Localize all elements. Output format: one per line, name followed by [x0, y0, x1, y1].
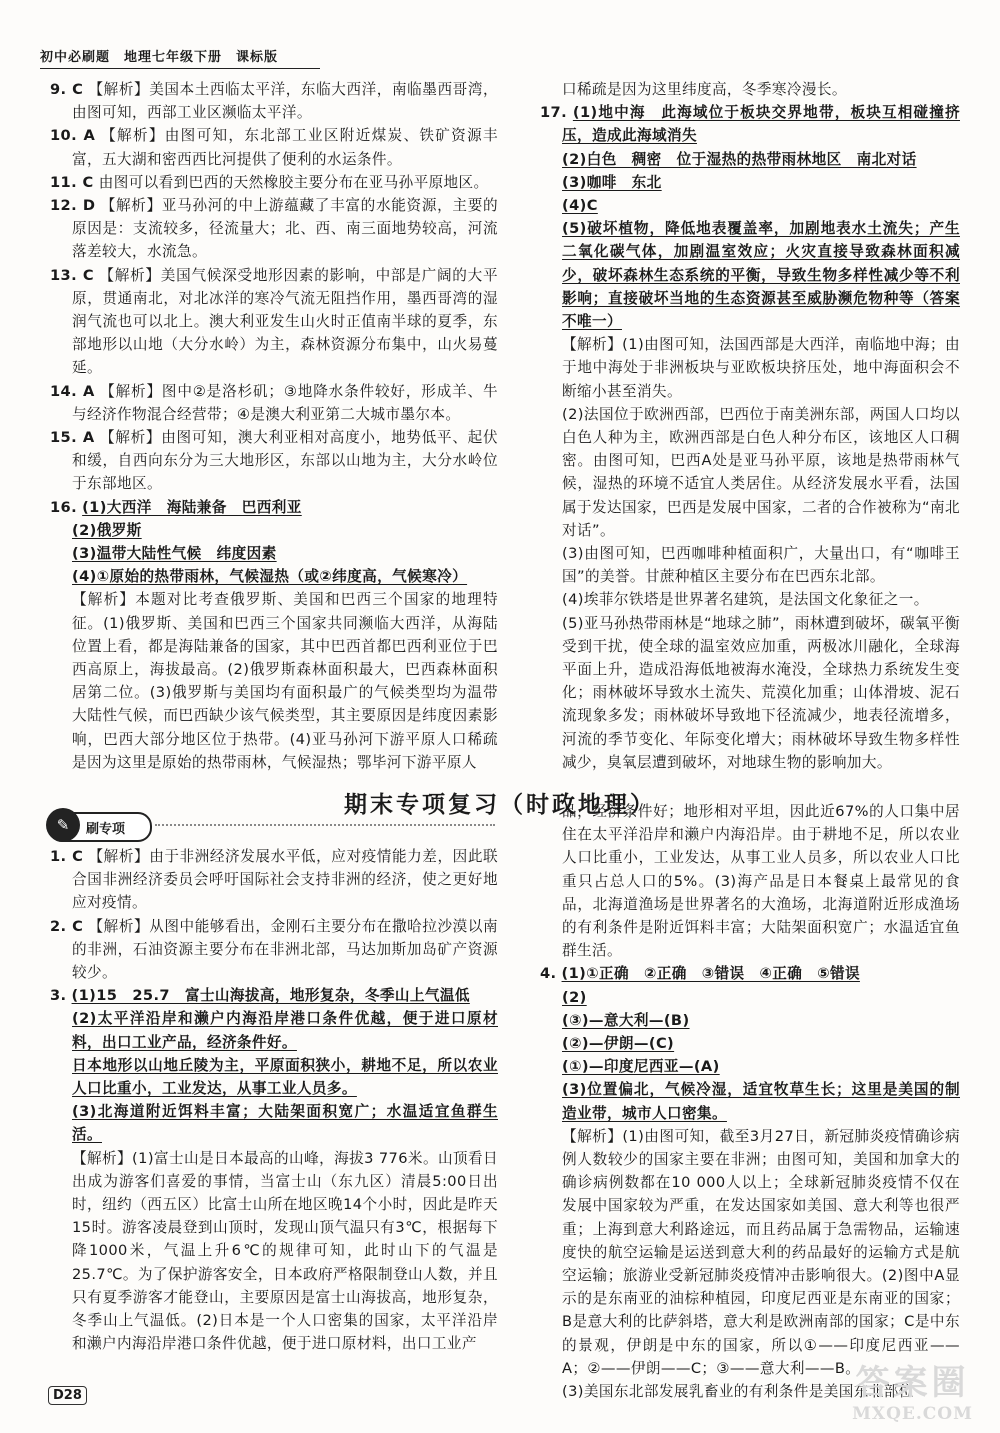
answer-line-row: [540, 217, 960, 333]
answer-item: [50, 124, 498, 170]
answer-line-row: [50, 519, 498, 542]
answer-item: [50, 426, 498, 496]
answer-item: [50, 78, 498, 124]
tag-label: 刷专项: [86, 822, 126, 837]
item-number: 10. A: [50, 127, 96, 145]
answer-line: (3)温带大陆性气候 纬度因素: [72, 545, 277, 563]
watermark-line: 答案圈: [855, 1363, 970, 1403]
item-number: 3.: [50, 987, 67, 1005]
answer-line-row: [540, 171, 960, 194]
analysis-text: 【解析】(1)富士山是日本最高的山峰，海拔3 776米。山顶看日出成为游客们喜爱的事情，当富士山（东九区）清晨5:00日出时，纽约（西五区）比富士山所在地区晚14个小时，因此是昨天15时。游客凌晨登到山顶时，发现山顶气温只有3℃，根据每下降1000米，气温上升6℃的规律可知，此时山下的气温是25.7℃。为了保护游客安全，日本政府严格限制登山人数，并且只有夏季游客才能登山，主要原因是富士山海拔高，地形复杂，冬季山上气温低。(2)日本是一个人口密集的国家，太平洋沿岸和濑户内海沿岸港口条件优越，便于进口原材料，出口工业产: [72, 1149, 498, 1353]
left-column-top: [50, 78, 498, 774]
item-text: 【解析】亚马孙河的中上游蕴藏了丰富的水能资源，主要的原因是：支流较多，径流量大；北、西、南三面地势较高，河流落差较大，水流急。: [72, 197, 498, 261]
answer-line: (2)俄罗斯: [72, 521, 142, 539]
answer-line-row: [540, 1009, 960, 1032]
item-number: 12. D: [50, 197, 96, 215]
continued-text: 品，经济条件好；地形相对平坦，因此近67%的人口集中居住在太平洋沿岸和濑户内海沿岸。由于耕地不足，所以农业人口比重小，工业发达，从事工业人员多，所以农业人口比重只占总人口的5%。(3)海产品是日本餐桌上最常见的食品，北海道渔场是世界著名的大渔场，北海道附近形成渔场的有利条件是附近饵料丰富；大陆架面积宽广；水温适宜鱼群生活。: [562, 803, 960, 960]
item-text: 【解析】从图中能够看出，金刚石主要分布在撒哈拉沙漠以南的非洲，石油资源主要分布在非洲北部，马达加斯加岛矿产资源较少。: [72, 917, 498, 982]
answer-line-row: [540, 194, 960, 217]
answer-line: (4)C: [562, 197, 598, 215]
analysis-text: (3)美国东北部发展乳畜业的有利条件是美国东北部位: [562, 1383, 914, 1401]
analysis-text: (3)由图可知，巴西咖啡种植面积广，大量出口，有“咖啡王国”的美誉。甘蔗种植区主要分布在巴西东北部。: [562, 545, 960, 586]
answer-line: (5)破坏植物，降低地表覆盖率，加剧地表水土流失；产生二氧化碳气体，加剧温室效应；火灾直接导致森林面积减少，破坏森林生态系统的平衡，导致生物多样性减少等不利影响；直接破坏当地的生态资源甚至威胁濒危物种等（答案不唯一）: [562, 220, 960, 331]
answer-line-row: [50, 1054, 498, 1100]
answer-line: 日本地形以山地丘陵为主，平原面积狭小，耕地不足，所以农业人口比重小，工业发达，从事工业人员多。: [72, 1056, 498, 1098]
answer-line: (②)—伊朗—(C): [562, 1035, 675, 1053]
right-column-bottom: [540, 800, 960, 1403]
answer-line: (1)大西洋 海陆兼备 巴西利亚: [82, 498, 302, 516]
item-number: 15. A: [50, 429, 95, 447]
answer-line-row: [540, 148, 960, 171]
dotted-divider: [155, 824, 495, 826]
answer-line: (1)15 25.7 富士山海拔高，地形复杂，冬季山上气温低: [71, 987, 470, 1005]
answer-item: [50, 915, 498, 985]
answer-item-3: [50, 984, 498, 1007]
answer-item: [50, 171, 498, 194]
answer-line: (4)①原始的热带雨林，气候湿热（或②纬度高，气候寒冷）: [72, 568, 468, 586]
answer-line: (③)—意大利—(B): [562, 1011, 690, 1029]
item-text: 【解析】由于非洲经济发展水平低，应对疫情能力差，因此联合国非洲经济委员会呼吁国际社会支持非洲的经济，使之更好地应对疫情。: [72, 848, 498, 912]
watermark-logo: [835, 1355, 990, 1424]
item-number: 11. C: [50, 173, 94, 191]
answer-line: (2): [562, 988, 587, 1006]
item-number: 17.: [540, 104, 568, 122]
analysis-text: 【解析】(1)由图可知，法国西部是大西洋，南临地中海；由于地中海处于非洲板块与亚欧板块挤压处，地中海面积会不断缩小甚至消失。: [562, 336, 960, 400]
analysis-text: 【解析】本题对比考查俄罗斯、美国和巴西三个国家的地理特征。(1)俄罗斯、美国和巴西三个国家共同濒临大西洋，从海陆位置上看，都是海陆兼备的国家，其中巴西首都巴西利亚位于巴西高原上，海拔最高。(2)俄罗斯森林面积最大，巴西森林面积居第二位。(3)俄罗斯与美国均有面积最广的气候类型均为温带大陆性气候，而巴西缺少该气候类型，其主要原因是纬度因素影响，巴西大部分地区位于热带。(4)亚马孙河下游平原人口稀疏是因为这里是原始的热带雨林，气候湿热；鄂毕河下游平原人: [72, 591, 498, 771]
item-number: 14. A: [50, 382, 95, 400]
section-tag: [48, 812, 152, 842]
item-number: 1. C: [50, 848, 84, 865]
answer-line-row: [540, 1055, 960, 1078]
item-text: 由图可以看到巴西的天然橡胶主要分布在亚马孙平原地区。: [98, 173, 489, 191]
answer-item-17: [540, 101, 960, 147]
item-text: 【解析】由图可知，澳大利亚相对高度小，地势低平、起伏和缓，自西向东分为三大地形区，东部以山地为主，大分水岭位于东部地区。: [72, 429, 498, 493]
page-number: D28: [48, 1386, 87, 1405]
answer-item: [50, 194, 498, 264]
answer-line: (①)—印度尼西亚—(A): [562, 1058, 720, 1076]
continued-text: 口稀疏是因为这里纬度高，冬季寒冷漫长。: [562, 81, 847, 98]
item-number: 9. C: [50, 81, 84, 98]
analysis-text: (2)法国位于欧洲西部，巴西位于南美洲东部，两国人口均以白色人种为主，欧洲西部是白色人种分布区，该地区人口稠密。由图可知，巴西A处是亚马孙平原，该地是热带雨林气候，湿热的环境不适宜人类居住。从经济发展水平看，法国属于发达国家，巴西是发展中国家，二者的合作被称为“南北对话”。: [562, 405, 960, 539]
item-text: 【解析】美国本土西临太平洋，东临大西洋，南临墨西哥湾，由图可知，西部工业区濒临太平洋。: [72, 81, 498, 122]
analysis-text: (4)埃菲尔铁塔是世界著名建筑，是法国文化象征之一。: [562, 591, 929, 609]
answer-item: [50, 264, 498, 380]
answer-line: (1)①正确 ②正确 ③错误 ④正确 ⑤错误: [561, 965, 860, 983]
answer-item-4: [540, 962, 960, 985]
answer-line: (2)太平洋沿岸和濑户内海沿岸港口条件优越，便于进口原材料，出口工业产品，经济条件好。: [72, 1010, 498, 1051]
answer-line-row: [540, 1078, 960, 1124]
left-column-bottom: [50, 845, 498, 1355]
answer-line-row: [540, 986, 960, 1009]
analysis-text: 【解析】(1)由图可知，截至3月27日，新冠肺炎疫情确诊病例人数较少的国家主要在非洲；由图可知，美国和加拿大的确诊病例数都在10 000人以上；全球新冠肺炎疫情不仅在发展中国家较为严重，在发达国家如美国、意大利等也很严重；上海到意大利路途远，而且药品属于急需物品，运输速度快的航空运输是运送到意大利的药品最好的运输方式是航空运输；旅游业受新冠肺炎疫情冲击影响很大。(2)图中A显示的是东南亚的油棕种植园，印度尼西亚是东南亚的国家；B是意大利的比萨斜塔，意大利是欧洲南部的国家；C是中东的景观，伊朗是中东的国家，所以①——印度尼西亚——A；②——伊朗——C；③——意大利——B。: [562, 1127, 960, 1377]
item-number: 16.: [50, 498, 78, 516]
answer-line: (1)地中海 此海域位于板块交界地带，板块互相碰撞挤压，造成此海域消失: [562, 104, 960, 145]
item-text: 【解析】图中②是洛杉矶；③地降水条件较好，形成羊、牛与经济作物混合经营带；④是澳大利亚第二大城市墨尔本。: [72, 382, 498, 423]
answer-item-16: [50, 496, 498, 519]
answer-line: (2)白色 稠密 位于湿热的热带雨林地区 南北对话: [562, 150, 917, 168]
answer-line-row: [50, 565, 498, 588]
analysis-text: (5)亚马孙热带雨林是“地球之肺”，雨林遭到破坏，碳氧平衡受到干扰，使全球的温室效应加重，两极冰川融化，全球海平面上升，造成沿海低地被海水淹没，全球热力系统发生变化；雨林破坏导致水土流失、荒漠化加重；山体滑坡、泥石流现象多发；雨林破坏导致地下径流减少，地表径流增多，河流的季节变化、年际变化增大；雨林破坏导致生物多样性减少，臭氧层遭到破坏，对地球生物的影响加大。: [562, 614, 960, 771]
answer-item: [50, 845, 498, 915]
answer-line: (3)位置偏北，气候冷湿，适宜牧草生长；这里是美国的制造业带，城市人口密集。: [562, 1081, 960, 1122]
answer-line-row: [50, 1007, 498, 1053]
item-text: 【解析】美国气候深受地形因素的影响，中部是广阔的大平原，贯通南北，对北冰洋的寒冷气流无阻挡作用，墨西哥湾的湿润气流也可以北上。澳大利亚发生山火时正值南半球的夏季，东部地形以山地（大分水岭）为主，森林资源分布集中，山火易蔓延。: [72, 266, 498, 377]
section-title: 期末专项复习（时政地理）: [344, 791, 656, 818]
answer-line-row: [50, 1100, 498, 1146]
item-text: 【解析】由图可知，东北部工业区附近煤炭、铁矿资源丰富，五大湖和密西西比河提供了便利的水运条件。: [72, 127, 498, 168]
answer-line: (3)北海道附近饵料丰富；大陆架面积宽广；水温适宜鱼群生活。: [72, 1103, 498, 1144]
answer-line: (3)咖啡 东北: [562, 173, 662, 191]
watermark-line: MXQE.COM: [852, 1404, 973, 1424]
answer-line-row: [540, 1032, 960, 1055]
item-number: 2. C: [50, 917, 84, 935]
item-number: 4.: [540, 965, 557, 983]
right-column-top: [540, 78, 960, 774]
brush-icon: ✎: [46, 808, 80, 842]
item-number: 13. C: [50, 266, 94, 284]
answer-item: [50, 380, 498, 426]
page-header: 初中必刷题 地理七年级下册 课标版: [40, 46, 320, 69]
answer-line-row: [50, 542, 498, 565]
